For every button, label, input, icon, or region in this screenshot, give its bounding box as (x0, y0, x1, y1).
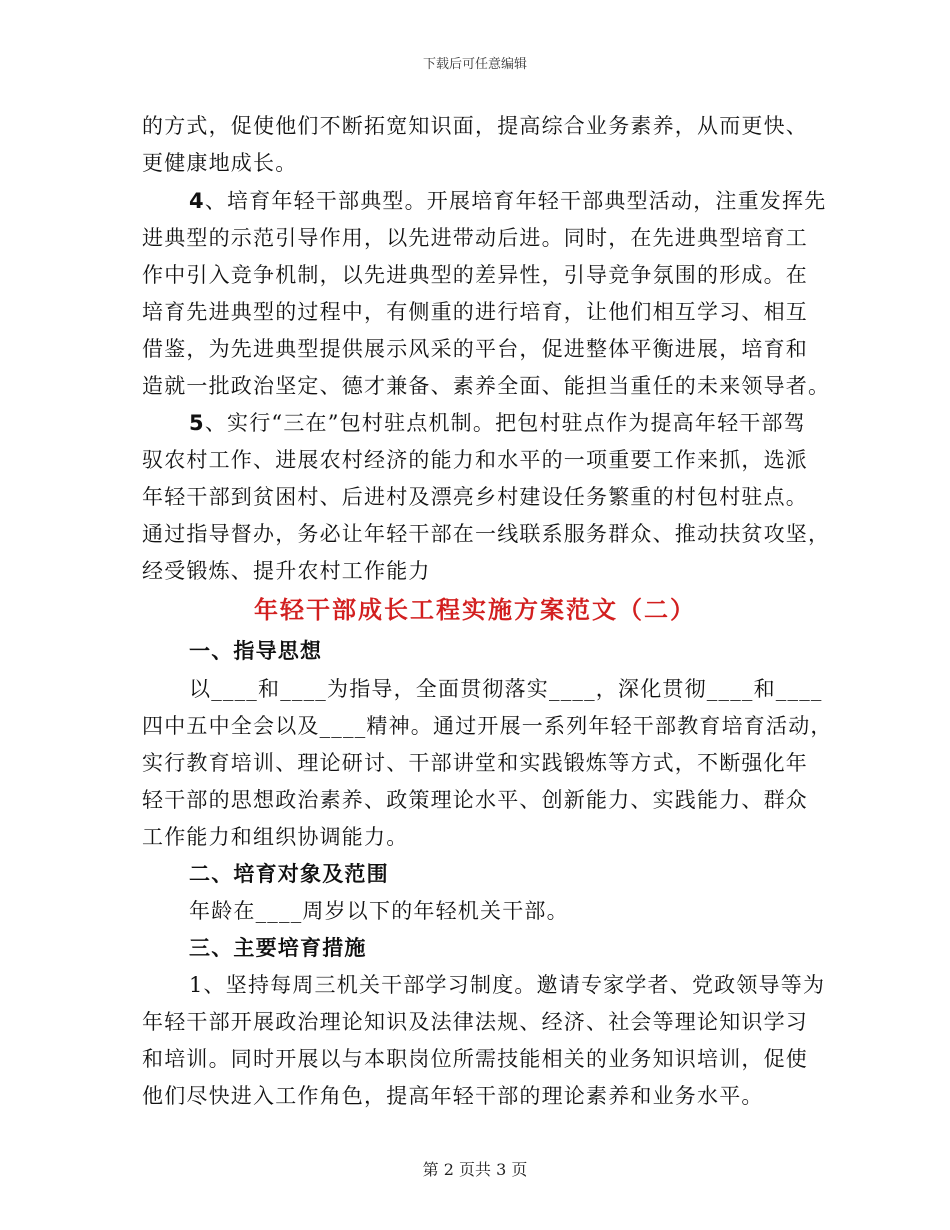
body-line: 轻干部的思想政治素养、政策理论水平、创新能力、实践能力、群众 (142, 788, 808, 812)
body-line: 和培训。同时开展以与本职岗位所需技能相关的业务知识培训，促使 (142, 1047, 808, 1071)
body-line: 进典型的示范引导作用，以先进带动后进。同时，在先进典型培育工 (142, 226, 808, 250)
body-line: 驭农村工作、进展农村经济的能力和水平的一项重要工作来抓，选派 (142, 448, 808, 472)
section-heading: 一、指导思想 (189, 638, 323, 663)
list-item-5 (189, 408, 806, 438)
document-title: 年轻干部成长工程实施方案范文（二） (254, 595, 696, 624)
body-line: 造就一批政治坚定、德才兼备、素养全面、能担当重任的未来领导者。 (142, 374, 831, 398)
body-line: 以____和____为指导，全面贯彻落实____，深化贯彻____和____ (189, 677, 823, 701)
body-line: 的方式，促使他们不断拓宽知识面，提高综合业务素养，从而更快、 (142, 114, 808, 138)
page-footer: 第 2 页共 3 页 (422, 1160, 528, 1179)
body-line: 作中引入竞争机制，以先进典型的差异性，引导竞争氛围的形成。在 (142, 263, 808, 287)
body-line: 年轻干部开展政治理论知识及法律法规、经济、社会等理论知识学习 (142, 1010, 808, 1034)
body-line: 培育先进典型的过程中，有侧重的进行培育，让他们相互学习、相互 (142, 300, 808, 324)
list-item-text: 、实行“三在”包村驻点机制。把包村驻点作为提高年轻干部驾 (204, 411, 806, 435)
body-line: 借鉴，为先进典型提供展示风采的平台，促进整体平衡进展，培育和 (142, 337, 808, 361)
section-heading: 二、培育对象及范围 (189, 861, 389, 886)
section-heading: 三、主要培育措施 (189, 935, 367, 960)
body-line: 实行教育培训、理论研讨、干部讲堂和实践锻炼等方式，不断强化年 (142, 751, 808, 775)
body-line: 年轻干部到贫困村、后进村及漂亮乡村建设任务繁重的村包村驻点。 (142, 485, 808, 509)
body-line: 经受锻炼、提升农村工作能力 (142, 559, 431, 583)
body-line: 通过指导督办，务必让年轻干部在一线联系服务群众、推动扶贫攻坚， (142, 522, 831, 546)
list-number: 4 (189, 189, 205, 213)
page-header: 下载后可任意编辑 (422, 57, 527, 72)
body-line: 四中五中全会以及____精神。通过开展一系列年轻干部教育培育活动， (142, 714, 833, 738)
body-line: 1、坚持每周三机关干部学习制度。邀请专家学者、党政领导等为 (189, 973, 826, 997)
body-line: 工作能力和组织协调能力。 (142, 825, 409, 849)
body-line: 更健康地成长。 (142, 151, 298, 175)
list-number: 5 (189, 411, 205, 435)
list-item-4 (189, 186, 826, 216)
body-line: 他们尽快进入工作角色，提高年轻干部的理论素养和业务水平。 (142, 1084, 764, 1108)
list-item-text: 、培育年轻干部典型。开展培育年轻干部典型活动，注重发挥先 (204, 189, 827, 213)
body-line: 年龄在____周岁以下的年轻机关干部。 (189, 899, 569, 923)
